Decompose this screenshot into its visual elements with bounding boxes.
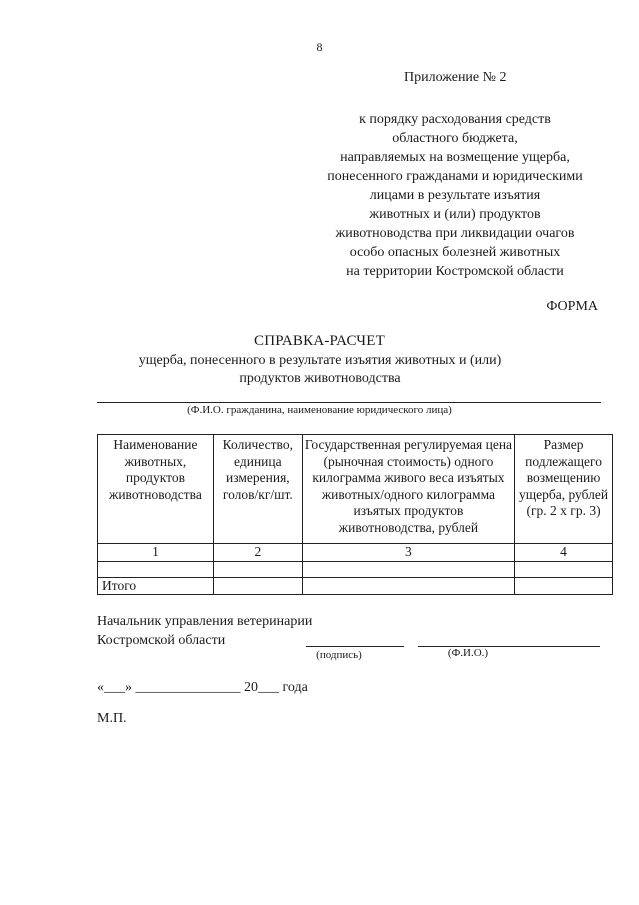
table-cell[interactable] [302,561,514,577]
column-number: 2 [213,544,302,562]
appendix-line: к порядку расходования средств [359,112,551,127]
appendix-title: Приложение № 2 [404,70,507,85]
column-number: 3 [302,544,514,562]
appendix-line: животных и (или) продуктов [369,207,541,222]
name-entry-caption: (Ф.И.О. гражданина, наименование юридического лица) [187,404,452,416]
table-header-cell: Наименование животных, продуктов животноводства [98,435,214,544]
column-number: 1 [98,544,214,562]
table-cell[interactable] [213,561,302,577]
appendix-line: понесенного гражданами и юридическими [327,169,583,184]
table-header-row [98,435,613,544]
signatory-position-line: Костромской области [97,633,226,648]
stamp-label: М.П. [97,711,127,726]
table-cell[interactable] [515,577,613,595]
signature-caption: (подпись) [316,649,362,661]
appendix-line: на территории Костромской области [346,264,564,279]
signatory-position-line: Начальник управления ветеринарии [97,614,313,629]
table-header-cell: Государственная регулируемая цена (рыночная стоимость) одного килограмма живого веса изъятых животных/одного килограмма изъятых продуктов животноводства, рублей [302,435,514,544]
date-line[interactable]: «___» _______________ 20___ года [97,680,308,695]
table-column-number-row [98,544,613,562]
appendix-line: животноводства при ликвидации очагов [335,226,575,241]
appendix-line: лицами в результате изъятия [369,188,541,203]
table-header-cell: Количество, единица измерения, голов/кг/шт. [213,435,302,544]
page-number: 8 [316,40,323,54]
appendix-line: областного бюджета, [392,131,518,146]
signatory-position [97,612,312,650]
name-entry-line[interactable] [97,402,601,403]
appendix-line: направляемых на возмещение ущерба, [340,150,570,165]
total-label: Итого [98,577,214,595]
form-label: ФОРМА [546,299,598,314]
calculation-table [97,434,613,595]
appendix-description [290,110,620,281]
signatory-name-caption: (Ф.И.О.) [447,647,489,659]
table-cell[interactable] [98,561,214,577]
document-subtitle: ущерба, понесенного в результате изъятия животных и (или) продуктов животноводства [138,353,502,386]
table-row [98,561,613,577]
appendix-line: особо опасных болезней животных [349,245,561,260]
document-title: СПРАВКА-РАСЧЕТ [254,333,385,349]
table-cell[interactable] [515,561,613,577]
table-header-cell: Размер подлежащего возмещению ущерба, рублей (гр. 2 х гр. 3) [515,435,613,544]
table-cell[interactable] [302,577,514,595]
table-total-row [98,577,613,595]
signature-line[interactable] [306,646,404,647]
column-number: 4 [515,544,613,562]
table-cell[interactable] [213,577,302,595]
